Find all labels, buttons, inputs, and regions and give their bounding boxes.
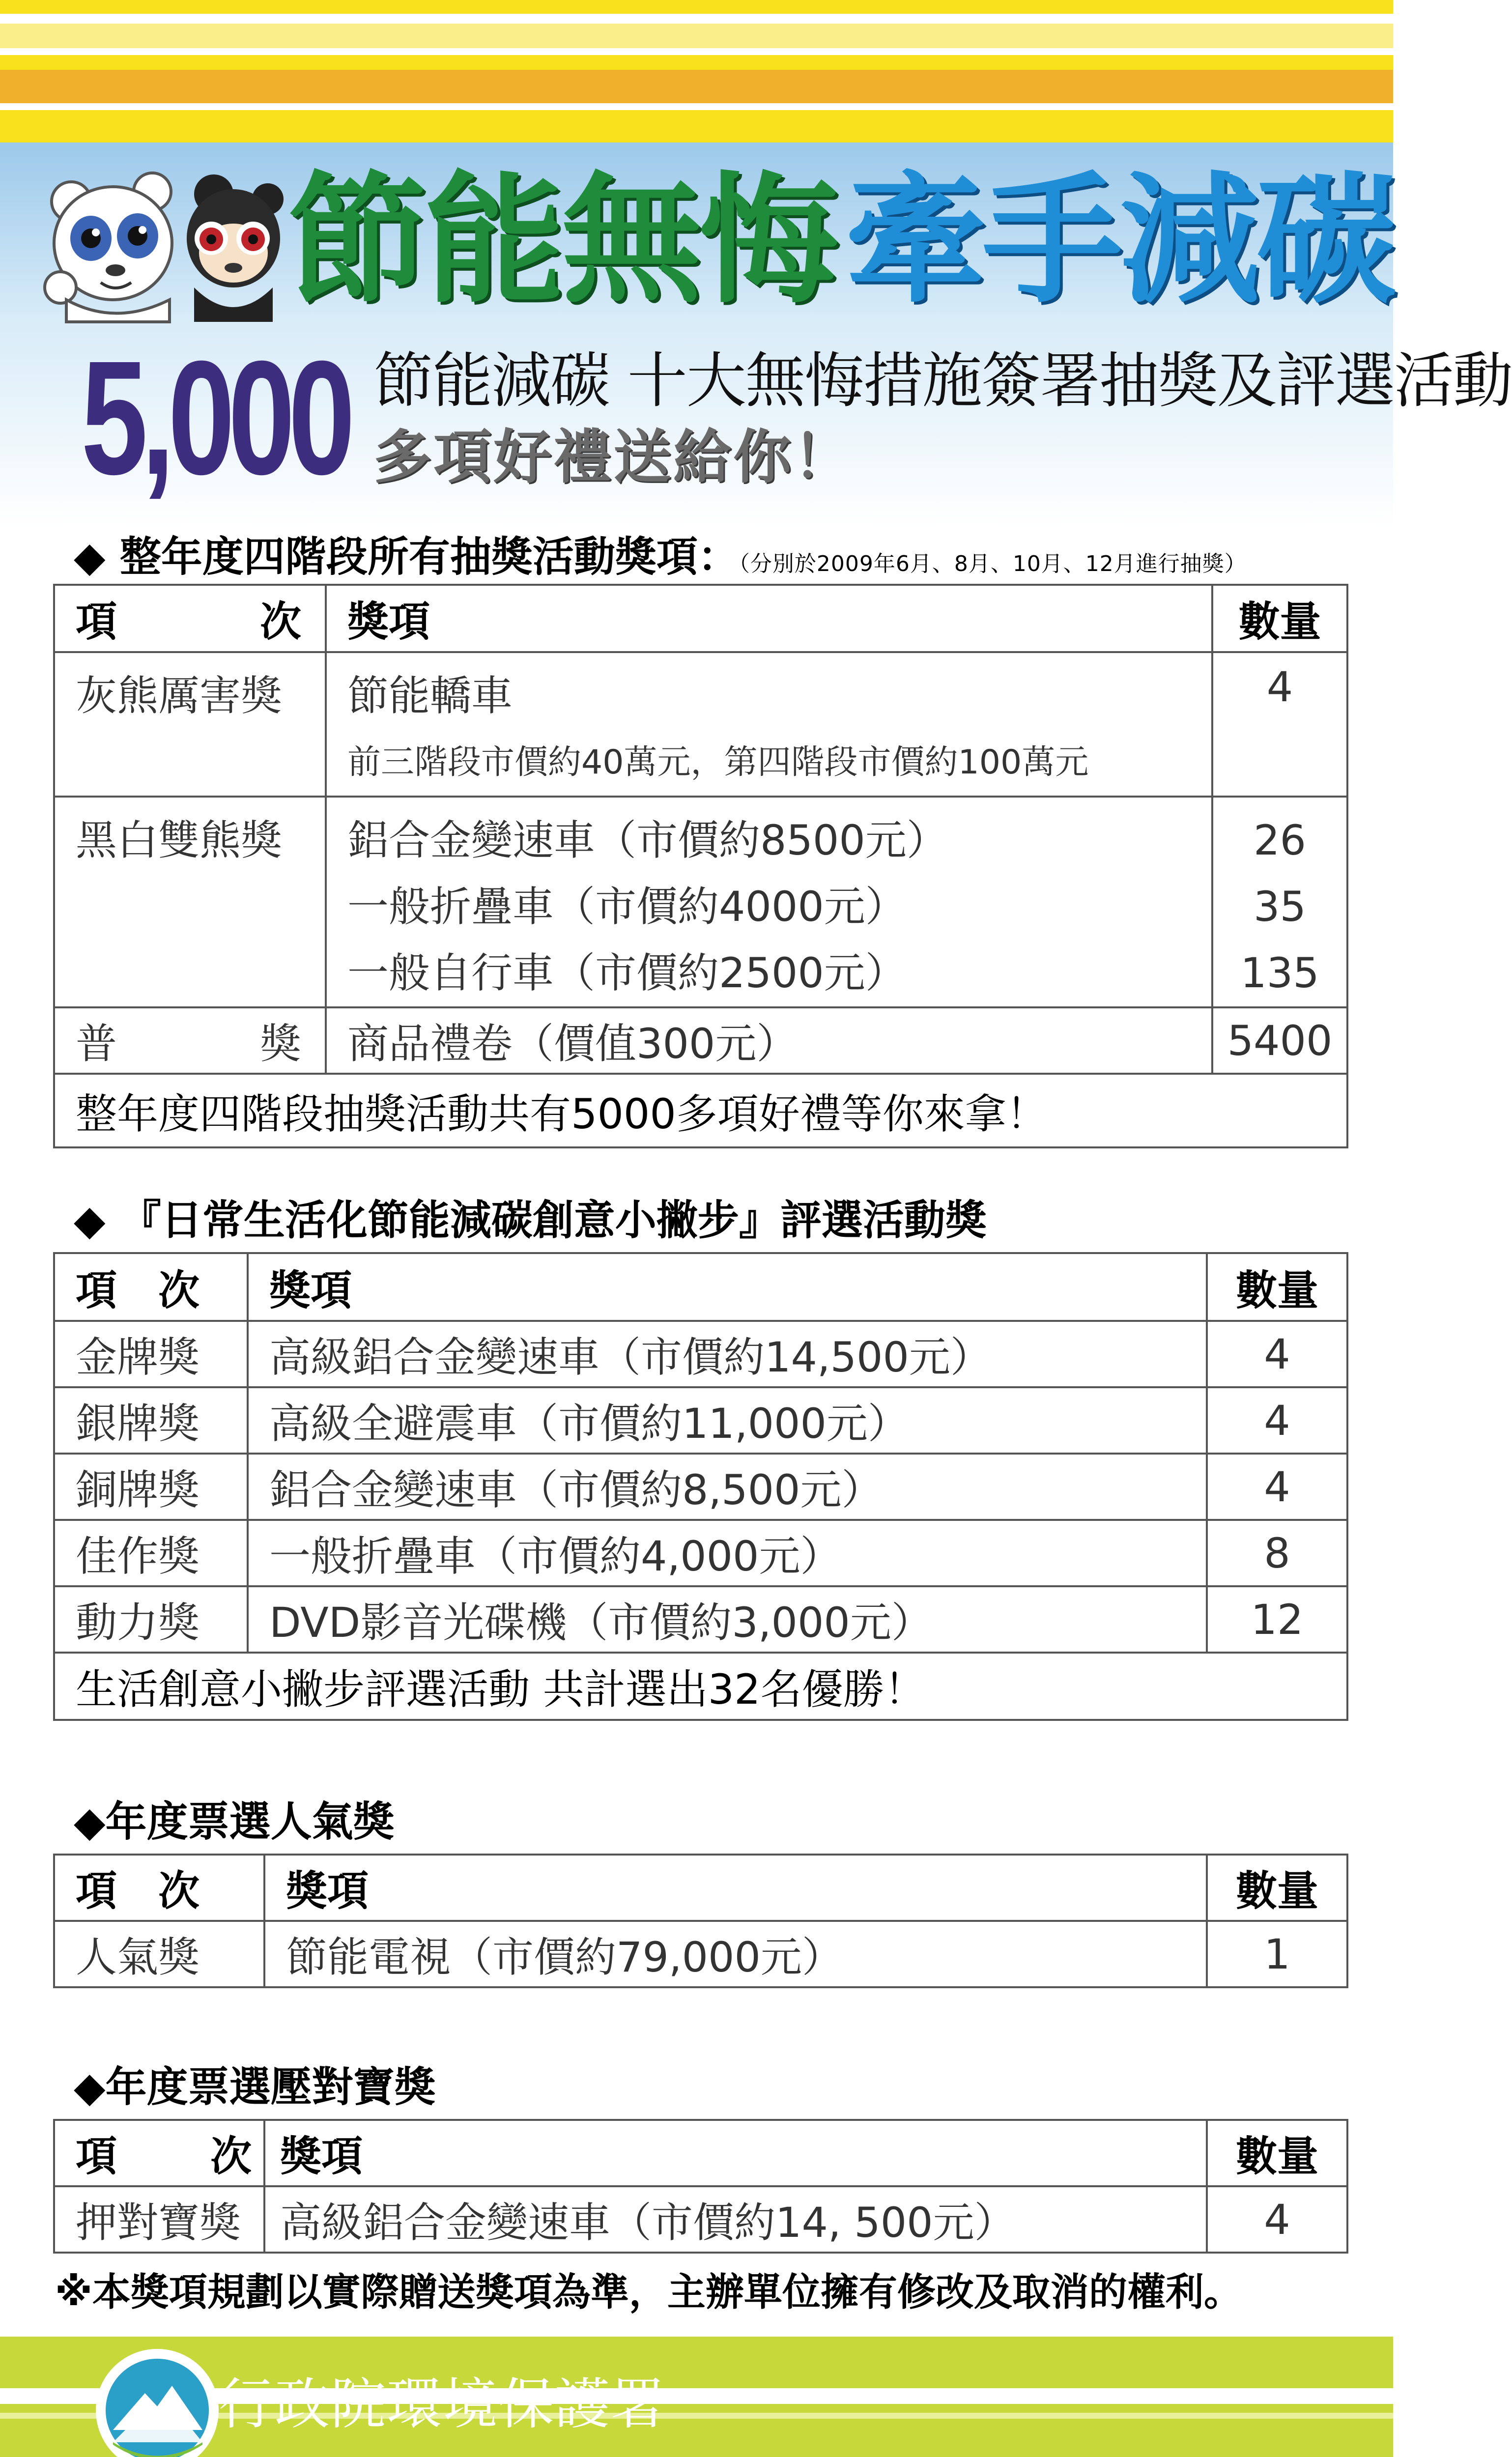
table-footer: 整年度四階段抽獎活動共有5000多項好禮等你來拿！ <box>54 1074 1347 1147</box>
title-left: 節能無悔 <box>287 159 836 322</box>
agency-name: 行政院環境保護署 <box>219 2372 667 2436</box>
section3-heading: ◆年度票選人氣獎 <box>74 1798 395 1846</box>
top-stripe <box>0 14 1393 24</box>
section4-heading: ◆年度票選壓對寶獎 <box>74 2063 436 2111</box>
prize-cell: 高級全避震車（市價約11,000元） <box>248 1387 1207 1454</box>
table-footer-row <box>54 1074 1347 1147</box>
table-row <box>54 1321 1347 1387</box>
prize-cell: 一般折疊車（市價約4,000元） <box>248 1520 1207 1586</box>
prize-cell: DVD影音光碟機（市價約3,000元） <box>248 1586 1207 1653</box>
table-row <box>54 1007 1347 1074</box>
col-prize-header: 獎項 <box>264 1855 1207 1921</box>
qty-cell: 4 <box>1207 1321 1347 1387</box>
top-stripe <box>0 48 1393 55</box>
col-qty-header: 數量 <box>1207 2120 1347 2186</box>
col-rank-header <box>54 585 326 652</box>
col-rank-header: 項 次 <box>54 1855 264 1921</box>
rank-b: 獎 <box>259 1020 301 1068</box>
col-rank-b: 次 <box>259 598 301 646</box>
qty-cell <box>1212 797 1347 1007</box>
table-row <box>54 1454 1347 1520</box>
prize-cell: 商品禮卷（價值300元） <box>326 1007 1212 1074</box>
col-qty-header: 數量 <box>1207 1855 1347 1921</box>
rank-a: 普 <box>76 1020 117 1068</box>
qty-cell: 4 <box>1207 1387 1347 1454</box>
rank-cell: 佳作獎 <box>54 1520 248 1586</box>
rank-cell: 銀牌獎 <box>54 1387 248 1454</box>
table-header-row <box>54 1855 1347 1921</box>
prize-cell: 節能電視（市價約79,000元） <box>264 1921 1207 1987</box>
col-rank-a: 項 <box>76 2132 117 2180</box>
col-qty-header: 數量 <box>1207 1253 1347 1321</box>
prize-cell <box>326 652 1212 797</box>
table-row <box>54 797 1347 1007</box>
col-rank-b: 次 <box>210 2132 252 2180</box>
table-row <box>54 1586 1347 1653</box>
col-prize-header: 獎項 <box>326 585 1212 652</box>
col-prize-header: 獎項 <box>248 1253 1207 1321</box>
top-stripe <box>0 0 1393 14</box>
disclaimer: ※本獎項規劃以實際贈送獎項為準，主辦單位擁有修改及取消的權利。 <box>55 2270 1242 2314</box>
rank-cell: 金牌獎 <box>54 1321 248 1387</box>
qty-cell: 4 <box>1212 652 1347 797</box>
table-row <box>54 1921 1347 1987</box>
col-qty-header: 數量 <box>1212 585 1347 652</box>
qty-cell: 12 <box>1207 1586 1347 1653</box>
prize-cell: 鋁合金變速車（市價約8,500元） <box>248 1454 1207 1520</box>
prize-name: 一般自行車（市價約2500元） <box>347 949 907 997</box>
prize-cell <box>326 797 1212 1007</box>
prize-cell: 高級鋁合金變速車（市價約14, 500元） <box>264 2186 1207 2253</box>
rank-cell: 黑白雙熊獎 <box>54 797 326 1007</box>
col-prize-header: 獎項 <box>264 2120 1207 2186</box>
prize-name: 一般折疊車（市價約4000元） <box>347 883 907 931</box>
rank-cell: 人氣獎 <box>54 1921 264 1987</box>
table-row <box>54 1387 1347 1454</box>
panda-mascots-icon <box>47 165 278 322</box>
creative-tips-prize-table <box>53 1252 1348 1721</box>
rank-cell: 動力獎 <box>54 1586 248 1653</box>
section1-heading-text: ◆ 整年度四階段所有抽獎活動獎項： <box>74 533 739 581</box>
col-rank-a: 項 <box>76 598 117 646</box>
table-row <box>54 652 1347 797</box>
top-stripe <box>0 24 1393 48</box>
top-stripe <box>0 70 1393 103</box>
table-row <box>54 2186 1347 2253</box>
big-number: 5,000 <box>81 327 349 508</box>
section2-heading: ◆ 『日常生活化節能減碳創意小撇步』評選活動獎 <box>74 1196 987 1244</box>
lucky-guess-prize-table <box>53 2119 1348 2254</box>
qty-cell: 5400 <box>1212 1007 1347 1074</box>
table-footer-row <box>54 1653 1347 1720</box>
col-rank-header: 項 次 <box>54 1253 248 1321</box>
title-right: 牽手減碳 <box>845 159 1394 322</box>
top-stripe <box>0 110 1393 143</box>
section1-note: （分別於2009年6月、8月、10月、12月進行抽獎） <box>739 551 1247 576</box>
qty-cell: 1 <box>1207 1921 1347 1987</box>
table-header-row <box>54 2120 1347 2186</box>
top-stripe <box>0 55 1393 70</box>
table-row <box>54 1520 1347 1586</box>
rank-cell: 灰熊厲害獎 <box>54 652 326 797</box>
lottery-prize-table <box>53 584 1348 1148</box>
rank-cell: 銅牌獎 <box>54 1454 248 1520</box>
prize-note: 前三階段市價約40萬元，第四階段市價約100萬元 <box>347 743 1089 782</box>
prize-name: 鋁合金變速車（市價約8500元） <box>347 816 948 864</box>
prize-cell: 高級鋁合金變速車（市價約14,500元） <box>248 1321 1207 1387</box>
qty-cell: 4 <box>1207 1454 1347 1520</box>
table-header-row <box>54 585 1347 652</box>
popularity-prize-table <box>53 1854 1348 1988</box>
qty-value: 135 <box>1240 949 1319 997</box>
table-footer: 生活創意小撇步評選活動 共計選出32名優勝！ <box>54 1653 1347 1720</box>
qty-value: 26 <box>1254 816 1306 864</box>
section1-heading <box>74 530 1247 591</box>
epa-mountain-logo-icon <box>93 2346 221 2457</box>
qty-cell: 4 <box>1207 2186 1347 2253</box>
qty-cell: 8 <box>1207 1520 1347 1586</box>
rank-cell <box>54 1007 326 1074</box>
top-stripe <box>0 103 1393 110</box>
table-header-row <box>54 1253 1347 1321</box>
rank-cell: 押對寶獎 <box>54 2186 264 2253</box>
headline-primary: 節能減碳 十大無悔措施簽署抽獎及評選活動 <box>373 346 1512 416</box>
headline-secondary: 多項好禮送給你！ <box>373 423 854 491</box>
col-rank-header <box>54 2120 264 2186</box>
prize-name: 節能轎車 <box>347 672 513 720</box>
qty-value: 35 <box>1254 883 1306 931</box>
